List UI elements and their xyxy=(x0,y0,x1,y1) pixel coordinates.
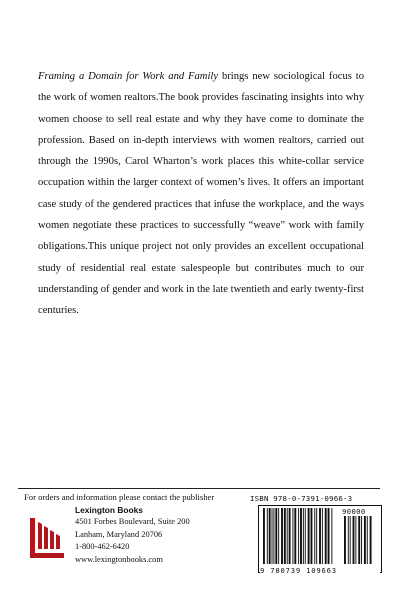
barcode-bar xyxy=(350,516,351,564)
barcode-bar xyxy=(322,508,323,564)
barcode-bar xyxy=(331,508,332,564)
barcode-bar xyxy=(361,516,362,564)
barcode-bar xyxy=(319,508,321,564)
barcode-bar xyxy=(300,508,302,564)
barcode-bar xyxy=(267,508,268,564)
barcode-bar xyxy=(272,508,273,564)
barcode-bar xyxy=(263,508,265,564)
back-cover-blurb xyxy=(38,66,364,322)
barcode-image xyxy=(262,508,380,564)
lexington-books-logo-icon xyxy=(28,516,66,560)
publisher-phone: 1-800-462-6420 xyxy=(75,542,130,552)
barcode-bar xyxy=(287,508,288,564)
barcode-bar xyxy=(308,508,310,564)
barcode-bar xyxy=(316,508,317,564)
barcode-bar xyxy=(294,508,296,564)
barcode-bar xyxy=(311,508,313,564)
barcode-bar xyxy=(298,508,299,564)
blurb-text: brings new sociological focus to the work of women realtors.The book provides fascinating insights into why women choose to sell real estate and why they have come to dominate the profession. Based on in-depth interviews with women realtors, carried out through the 1990s, Carol Wharton’s work places this white-collar service occupation within the larger context of women’s lives. It offers an important case study of the gendered practices that infuse the workplace, and the ways women negotiate these practices to successfully “weave” work with family obligations.This unique project not only provides an excellent occupational study of residential real estate salespeople but contributes much to our understanding of gender and work in the late twentieth and early twenty-first centuries. xyxy=(38,71,364,317)
publisher-website: www.lexingtonbooks.com xyxy=(75,554,163,564)
barcode-bar xyxy=(292,508,293,564)
barcode-bar xyxy=(281,508,283,564)
contact-line: For orders and information please contact the publisher xyxy=(24,492,215,502)
book-title: Framing a Domain for Work and Family xyxy=(38,71,219,82)
address-line-2: Lanham, Maryland 20706 xyxy=(75,529,163,539)
address-line-1: 4501 Forbes Boulevard, Suite 200 xyxy=(75,517,190,527)
barcode-bar xyxy=(289,508,291,564)
publisher-name: Lexington Books xyxy=(75,505,143,515)
barcode-bar xyxy=(314,508,315,564)
barcode-bar xyxy=(353,516,355,564)
barcode-bar xyxy=(370,516,372,564)
barcode-bar xyxy=(328,508,330,564)
barcode-bar xyxy=(344,516,346,564)
barcode-bar xyxy=(367,516,368,564)
barcode-bar xyxy=(358,516,360,564)
barcode-bar xyxy=(269,508,271,564)
barcode-digits: 9 780739 109663 xyxy=(260,566,380,575)
barcode-bar xyxy=(284,508,286,564)
barcode-addon-digits: 90000 xyxy=(342,507,366,516)
publisher-info xyxy=(75,504,190,566)
barcode-bar xyxy=(325,508,327,564)
barcode-bar xyxy=(278,508,279,564)
footer-divider xyxy=(18,488,380,489)
barcode-bar xyxy=(348,516,349,564)
barcode-bar xyxy=(355,516,356,564)
barcode-bar xyxy=(275,508,277,564)
barcode-bar xyxy=(303,508,304,564)
barcode-bar xyxy=(364,516,366,564)
barcode-bar xyxy=(305,508,306,564)
barcode-bar xyxy=(273,508,274,564)
isbn-text: ISBN 978-0-7391-0966-3 xyxy=(250,494,353,503)
